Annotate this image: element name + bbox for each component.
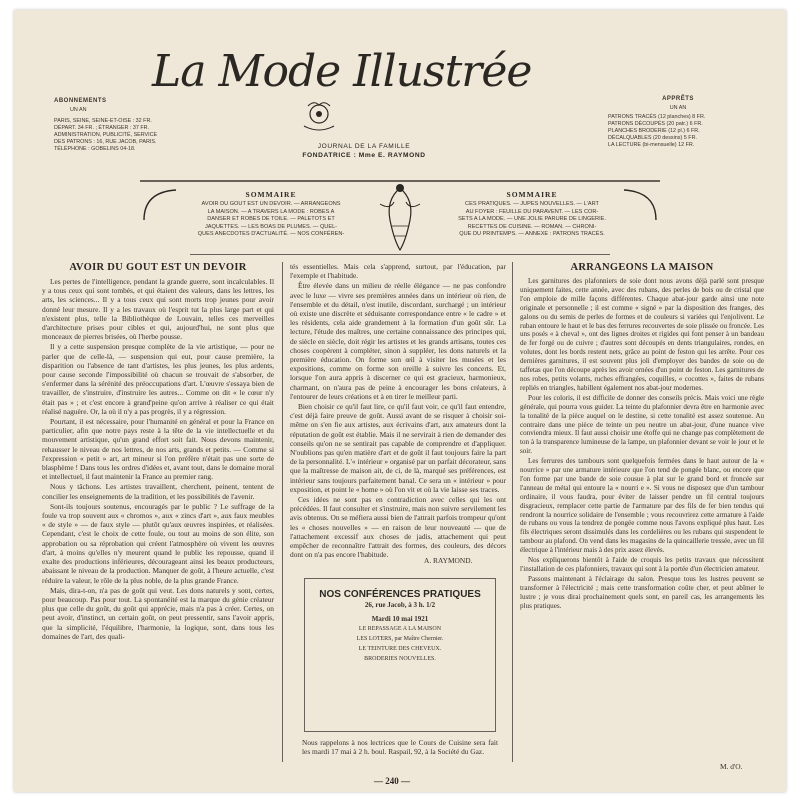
conferences-item: LES LOTERS, par Maître Chernier. xyxy=(356,636,444,642)
article1-paragraph: Nous y tâchons. Les artistes travaillent, cherchent, peinent, tentent de concilier les enseignements de la tradition, et les possibilités de l'avenir. xyxy=(42,482,274,501)
article1-signature: A. RAYMOND. xyxy=(424,556,473,565)
article2-text xyxy=(520,277,764,611)
article1-paragraph: Pourtant, il est nécessaire, pour l'humanité en général et pour la France en particulier, afin que notre pays reste à la tête de la vie intellectuelle et du mouvement artistique, qu'un grand effort soit fait. Nous devons maintenir, rehausser le niveau de nos lettres, de nos arts, grands et petits. — Comme si l'expression « petit » art, art mineur si l'on préfère n'était pas une sorte de blasphème ! Dans tous les ordres d'idées et, avant tout, dans le domaine moral et intellectuel, il faut maintenir la France au premier rang. xyxy=(42,417,274,482)
masthead-flower-ornament-icon xyxy=(294,96,344,136)
subscriptions-left-line: PARIS, SEINE, SEINE-ET-OISE : 32 FR. xyxy=(54,118,152,124)
subscriptions-right-line: LA LECTURE (bi-mensuelle) 12 FR. xyxy=(608,142,695,148)
masthead-title: La Mode Illustrée xyxy=(152,46,532,97)
article1-paragraph: Il y a cette suspension presque complète de la vie artistique, — pour ne parler que de celle-là, — suspension qui eut, pour cause première, la disparition ou l'absence de tant d'artistes, les plus jeunes, les plus ardents, pour cause seconde l'impossibilité où chacun se trouvait de s'absorber, de s'enfermer dans la sérénité des préoccupations d'art. L'œuvre s'essaya bien de travailler, de s'instruire, d'instruire les autres... Comme on dit « le cœur n'y était pas » ; et c'est encore à grand'peine qu'on arrive à réaliser ce qui était réalisé naguère. Or, la où il n'y a pas progrès, il y a régression. xyxy=(42,342,274,416)
article1-paragraph: Mais, dira-t-on, n'a pas de goût qui veut. Les dons naturels y sont, certes, pour beaucoup. Pas pour tout. La spontanéité est la marque du génie créateur plus que celle du goût, du goût qui apprécie, mais n'a pas à créer. Certes, on peut avoir, d'instinct, un certain goût, on peut pressentir, sans l'avoir appris, que la simplicité, l'équilibre, l'harmonie, la logique, sont, dans tous les domaines de l'art, des quali- xyxy=(42,585,274,641)
sommaire-right-line: RECETTES DE CUISINE. — ROMAN. — CHRONI- xyxy=(467,223,597,230)
conferences-note: Nous rappelons à nos lectrices que le Cours de Cuisine sera fait les mardi 17 mai à 2 h. boul. Raspail, 92, à la Société du Gaz. xyxy=(302,738,498,757)
article1-column2 xyxy=(290,262,506,560)
sommaire-right-line: QUE DU PRINTEMPS. — ANNEXE : PATRONS TRACÉS. xyxy=(459,231,605,238)
conferences-title: NOS CONFÉRENCES PRATIQUES xyxy=(319,589,481,600)
article1-col2-text xyxy=(290,262,506,560)
sommaire-left-line: JAQUETTES. — LES BOAS DE PLUMES. — QUEL- xyxy=(204,223,338,230)
masthead-subtitle xyxy=(274,142,454,160)
sommaire-left-line: AVOIR DU GOUT EST UN DEVOIR. — ARRANGEONS xyxy=(201,201,341,207)
subscriptions-right-heading: APPRÊTS xyxy=(662,96,694,102)
article1-paragraph: Les pertes de l'intelligence, pendant la grande guerre, sont incalculables. Il y a tous ceux qui sont tombés, et qui étaient des valeurs, dans les lettres, les arts, les sciences... Il y a tous ceux qui sont morts trop jeunes pour avoir donné leur mesure. Il y a les travaux où l'esprit tut la plus large part et qui n'existent plus, telle la Bibliothèque de Louvain, telles ces merveilles d'architecture prises pour cibles et qui, aujourd'hui, ne sont plus que monceaux de pierres brisées, où l'herbe pousse. xyxy=(42,277,274,342)
subscriptions-right-line: PATRONS TRACÉS (12 planches) 8 FR. xyxy=(608,114,706,120)
article2-paragraph: Nos expliquerons bientôt à l'aide de croquis les petits travaux que nécessitent l'installation de ces plafonniers, travaux qui sont à la portée d'un électricien amateur. xyxy=(520,556,764,573)
article1-column1 xyxy=(42,262,274,772)
sommaire-left-line: QUES ANECDOTES D'ACTUALITÉ. — NOS CONFÉREN- xyxy=(197,231,345,238)
subscriptions-right-line: PATRONS DÉCOUPÉS (20 patr.) 6 FR. xyxy=(608,121,703,127)
sommaire-right-line: AU FOYER : FEUILLE DU PARAVENT. — LES COR- xyxy=(465,208,599,215)
subscriptions-left-sub: UN AN xyxy=(70,107,87,113)
column-rule xyxy=(282,262,283,762)
sommaire-right-lines xyxy=(434,201,630,239)
article1-paragraph: Bien choisir ce qu'il faut lire, ce qu'il faut voir, ce qu'il faut entendre, c'est déjà faire preuve de goût. Aussi avant de se risquer à choisir soi-même on s'en fie aux artistes, aux écrivains d'art, aux amateurs dont la réputation de goût est établie. Mais il ne servirait à rien de demander des conseils qu'on ne se sentirait pas capable de comprendre et d'appliquer. N'oublions pas qu'en matière d'art et de goût il faut toujours faire la part de la personnalité. L'« intérieur » organisé par un parfait décorateur, sans que la maîtresse de maison ait, de ci, de là, marqué ses préférences, est intérieur sans toujours parfaitement banal. Ce sera un « intérieur » pour exposition, et point le « home » où l'on vit et où la vie laisse ses traces. xyxy=(290,402,506,494)
subscriptions-left-line: DÉPART. 34 FR. ; ÉTRANGER : 37 FR. xyxy=(54,125,150,131)
conferences-address: 26, rue Jacob, à 3 h. 1/2 xyxy=(364,601,436,609)
sommaire-left-title: SOMMAIRE xyxy=(245,190,297,199)
article1-paragraph: tés essentielles. Mais cela s'apprend, surtout, par l'éducation, par l'exemple et l'habitude. xyxy=(290,262,506,281)
sommaire-banner xyxy=(140,180,660,258)
sommaire-right xyxy=(434,190,630,239)
subscriptions-left-line: ADMINISTRATION, PUBLICITÉ, SERVICE xyxy=(54,132,158,138)
sommaire-left-line: LA MAISON. — A TRAVERS LA MODE : ROBES A xyxy=(207,208,335,215)
conferences-item: LE TEINTURE DES CHEVEUX. xyxy=(358,646,442,652)
sommaire-left-line: DANSER ET ROBES DE TOILE. — PALETOTS ET xyxy=(207,216,335,223)
article1-paragraph: Sont-ils toujours soutenus, encouragés par le public ? Le suffrage de la foule va trop souvent aux « chromos », aux « zincs d'art », aux faux meubles « de style » — de faux style — plutôt qu'aux œuvres inspirées, et réalisées. Cependant, c'est le choix de cette foule, ou tout au moins de son élite, son approbation ou sa réprobation qui créent l'atmosphère où vivent les œuvres d'art, à moins qu'elles n'y meurent quand le public les repousse, quand il exalte des productions inférieures, décourageant ainsi les beaux producteurs, abaissant le niveau de la production. Manquer de goût, à l'heure actuelle, c'est réduire la valeur, le rôle de la plus noble, de la plus grande France. xyxy=(42,501,274,585)
subscriptions-right-line: DÉCALQUABLES (20 dessins) 5 FR. xyxy=(608,135,697,141)
article2-paragraph: Pour les coloris, il est difficile de donner des conseils précis. Mais voici une règle générale, qui pourra vous guider. La teinte du plafonnier devra être en harmonie avec la tonalité de la pièce auquel on le destine, si cette tonalité est assez soutenue. Au contraire dans une pièce de teinte un peu neutre un abat-jour, d'une nuance vive conviendra mieux. Il faut aussi choisir une étoffe qui ne change pas complètement de ton à la transparence lumineuse de la lampe, un plafonnier devant se voir le jour et le soir. xyxy=(520,393,764,456)
subscriptions-left-line: TÉLÉPHONE : GOBELINS 04-18. xyxy=(54,146,136,152)
subscriptions-left-line: DES PATRONS : 16, RUE JACOB, PARIS. xyxy=(54,139,157,145)
subscriptions-right-line: PLANCHES BRODERIE (12 pl.) 6 FR. xyxy=(608,128,700,134)
conferences-box xyxy=(304,578,496,732)
banner-left-swirl-icon xyxy=(140,184,180,224)
article2-title: ARRANGEONS LA MAISON xyxy=(570,262,714,273)
article2-paragraph: Les ferrures des tambours sont quelquefois fermées dans le haut autour de la « nourrice » par une armature intérieure que l'on tend de pongée blanc, ou encore que l'on forme par une bande de soie cousue à plat sur le grand bord et froncée sur l'anneau de métal qui entoure la « nourri e ». Si vous ne disposez que d'un tambour ordinaire, il vous faudra, pour éviter de laisser pendre un fil central toujours disgracieux, remplacer cette partie de l'armature par des fils de fer bien tendus qui rendront la nourrice solidaire de l'ensemble ; vous recouvrirez cette armature à l'aide de rubans ou vous la tendrez de pongée comme nous l'avons expliqué plus haut. Les fils électriques seront dissimulés dans les cordelières ou les rubans qui suspendent le tambour au plafond. On vend dans les magasins de la quincaillerie tressée, avec un fil électrique à l'intérieur mais à des prix assez élevés. xyxy=(520,457,764,555)
conferences-item: LE REPASSAGE A LA MAISON xyxy=(358,626,442,632)
sommaire-right-line: SETS A LA MODE. — UNE JOLIE PARURE DE LINGERIE. xyxy=(458,216,606,223)
sommaire-left-lines xyxy=(176,201,366,239)
masthead xyxy=(134,38,532,159)
article1-paragraph: Être élevée dans un milieu de réelle élégance — ne pas confondre avec le luxe — vivre ses premières années dans un intérieur où rien, de l'ensemble et du détail, n'est inutile, discordant, surchargé ; un intérieur où existe une discrète et séduisante correspondance entre « le cadre » et les résidents, cela aide grandement à la formation d'un goût sûr. La lecture, l'étude des maîtres, une certaine connaissance des principes qui, de siècle en siècle, doit régir les artistes et les grands artisans, toutes ces choses coopèrent à compléter, sinon à suppléer, les dons naturels et la première éducation. On forme son œil à visiter les musées et les expositions, comme on forme son oreille à suivre les concerts. Et, lorsque l'on aura appris à discerner ce qui est gracieux, harmonieux, charmant, on n'aura pas de peine à encourager les bons créateurs, à l'entourer de leurs créations et à en tirer le meilleur parti. xyxy=(290,281,506,401)
article1-paragraph: Ces idées ne sont pas en contradiction avec celles qui les ont précédées. Il faut consulter et s'instruire, mais non suivre servilement les avis obtenus. On se méfiera aussi bien de l'attrait parfois trompeur qu'ont les « choses nouvelles » — en raison de leur nouveauté — que de l'attachement excessif aux choses de jadis, attachement qui peut empêcher de reconnaître l'attrait des formes, des couleurs, des décors dont on n'a pas encore l'habitude. xyxy=(290,495,506,560)
newspaper-page xyxy=(14,10,786,792)
sommaire-right-line: CES PRATIQUES. — JUPES NOUVELLES. — L'ART xyxy=(465,201,599,207)
subscriptions-left-heading: ABONNEMENTS xyxy=(54,98,107,104)
article2-signature: M. d'O. xyxy=(720,762,743,771)
article2-paragraph: Les garnitures des plafonniers de soie dont nous avons déjà parlé sont presque uniquement faites, cette année, avec des rubans, des perles de bois ou de cristal que l'on emploie de mille façons différentes. Chaque abat-jour garde ainsi une note originale et personnelle ; il est comme « signé » par la disposition des franges, des galons ou du semis de perles de formes et de couleurs si variées qui l'enjolivent. Le ruban entoure le haut et le bas des ferrures recouvertes de soie plissée ou froncée. Les uns posés « à cheval », ont des lignes droites et rigides qui font penser à un bandeau de fer forgé ou de cuivre ; d'autres sont découpés en dents triangulaires, rondes, en volutes, dont les bords restent nets, grâce au point de feston qui les arrête. Pour ces dernières garnitures, il est souvent plus joli d'employer des bandes de soie ou de taffetas que l'on découpe après les avoir ornées d'un point de feston. Les garnitures de nos robes, petits volants, ruches effrangées, coquilles, « cocottes », faites de rubans repliés en triangles, habillent également nos abat-jour modernes. xyxy=(520,277,764,392)
masthead-subtitle-line2: FONDATRICE : Mme E. RAYMOND xyxy=(302,152,426,159)
sommaire-left xyxy=(176,190,366,239)
banner-vase-ornament-icon xyxy=(372,180,428,256)
conferences-item: BRODERIES NOUVELLES. xyxy=(364,656,436,662)
subscriptions-right-sub: UN AN xyxy=(669,105,687,111)
column-rule xyxy=(512,262,513,762)
article1-title: AVOIR DU GOUT EST UN DEVOIR xyxy=(69,262,247,273)
page-number: — 240 — xyxy=(374,776,410,786)
article2-paragraph: Passons maintenant à l'éclairage du salon. Presque tous les lustres peuvent se transformer à l'électricité ; mais cette transformation coûte cher, et peut abîmer le lustre ; je vous dirai prochainement quels sont, en pareil cas, les arrangements les plus pratiques. xyxy=(520,574,764,610)
article2-column xyxy=(520,262,764,760)
subscriptions-right xyxy=(608,96,748,149)
article1-col1-text xyxy=(42,277,274,641)
sommaire-right-title: SOMMAIRE xyxy=(506,190,558,199)
conferences-date: Mardi 10 mai 1921 xyxy=(371,615,429,623)
masthead-subtitle-line1: JOURNAL DE LA FAMILLE xyxy=(317,143,411,150)
